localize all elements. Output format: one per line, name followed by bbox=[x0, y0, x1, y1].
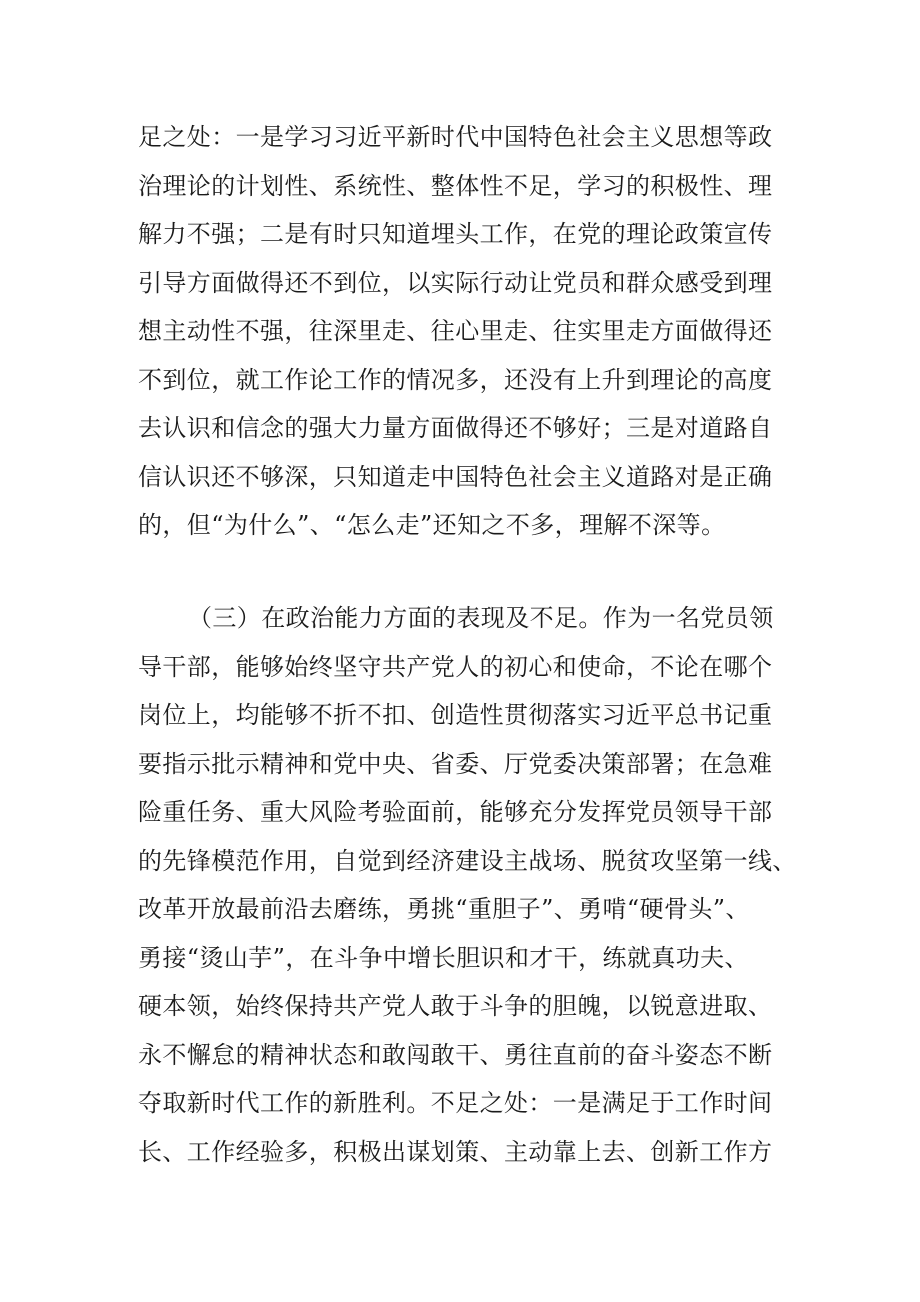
text-line: 不到位，就工作论工作的情况多，还没有上升到理论的高度 bbox=[138, 365, 773, 394]
text-line: 要指示批示精神和党中央、省委、厅党委决策部署；在急难 bbox=[138, 749, 773, 778]
text-line: 的，但“为什么”、“怎么走”还知之不多，理解不深等。 bbox=[138, 511, 726, 539]
text-line: 想主动性不强，往深里走、往心里走、往实里走方面做得还 bbox=[138, 317, 773, 345]
text-line: 夺取新时代工作的新胜利。不足之处：一是满足于工作时间 bbox=[138, 1089, 773, 1117]
text-line: 改革开放最前沿去磨练，勇挑“重胆子”、勇啃“硬骨头”、 bbox=[138, 895, 750, 923]
text-line: 去认识和信念的强大力量方面做得还不够好；三是对道路自 bbox=[138, 414, 773, 442]
text-line: 险重任务、重大风险考验面前，能够充分发挥党员领导干部 bbox=[138, 798, 773, 826]
text-line: 长、工作经验多，积极出谋划策、主动靠上去、创新工作方 bbox=[138, 1137, 773, 1166]
text-line: 勇接“烫山芋”，在斗争中增长胆识和才干，练就真功夫、 bbox=[138, 943, 749, 972]
paragraph-deficiencies-theory bbox=[138, 113, 788, 550]
text-line: 的先锋模范作用，自觉到经济建设主战场、脱贫攻坚第一线、 bbox=[138, 846, 797, 875]
text-line: 引导方面做得还不到位，以实际行动让党员和群众感受到理 bbox=[138, 268, 773, 297]
text-line: 足之处：一是学习习近平新时代中国特色社会主义思想等政 bbox=[138, 123, 773, 151]
text-line: 导干部，能够始终坚守共产党人的初心和使命，不论在哪个 bbox=[138, 652, 773, 681]
text-line: 治理论的计划性、系统性、整体性不足，学习的积极性、理 bbox=[138, 171, 773, 200]
text-line-heading: （三）在政治能力方面的表现及不足。作为一名党员领 bbox=[188, 604, 774, 632]
text-line: 永不懈怠的精神状态和敢闯敢干、勇往直前的奋斗姿态不断 bbox=[138, 1040, 773, 1069]
text-line: 硬本领，始终保持共产党人敢于斗争的胆魄，以锐意进取、 bbox=[138, 992, 773, 1020]
text-line: 岗位上，均能够不折不扣、创造性贯彻落实习近平总书记重 bbox=[138, 701, 773, 729]
text-line: 信认识还不够深，只知道走中国特色社会主义道路对是正确 bbox=[138, 462, 773, 491]
text-line: 解力不强；二是有时只知道埋头工作，在党的理论政策宣传 bbox=[138, 220, 773, 248]
paragraph-political-ability bbox=[138, 594, 797, 1176]
